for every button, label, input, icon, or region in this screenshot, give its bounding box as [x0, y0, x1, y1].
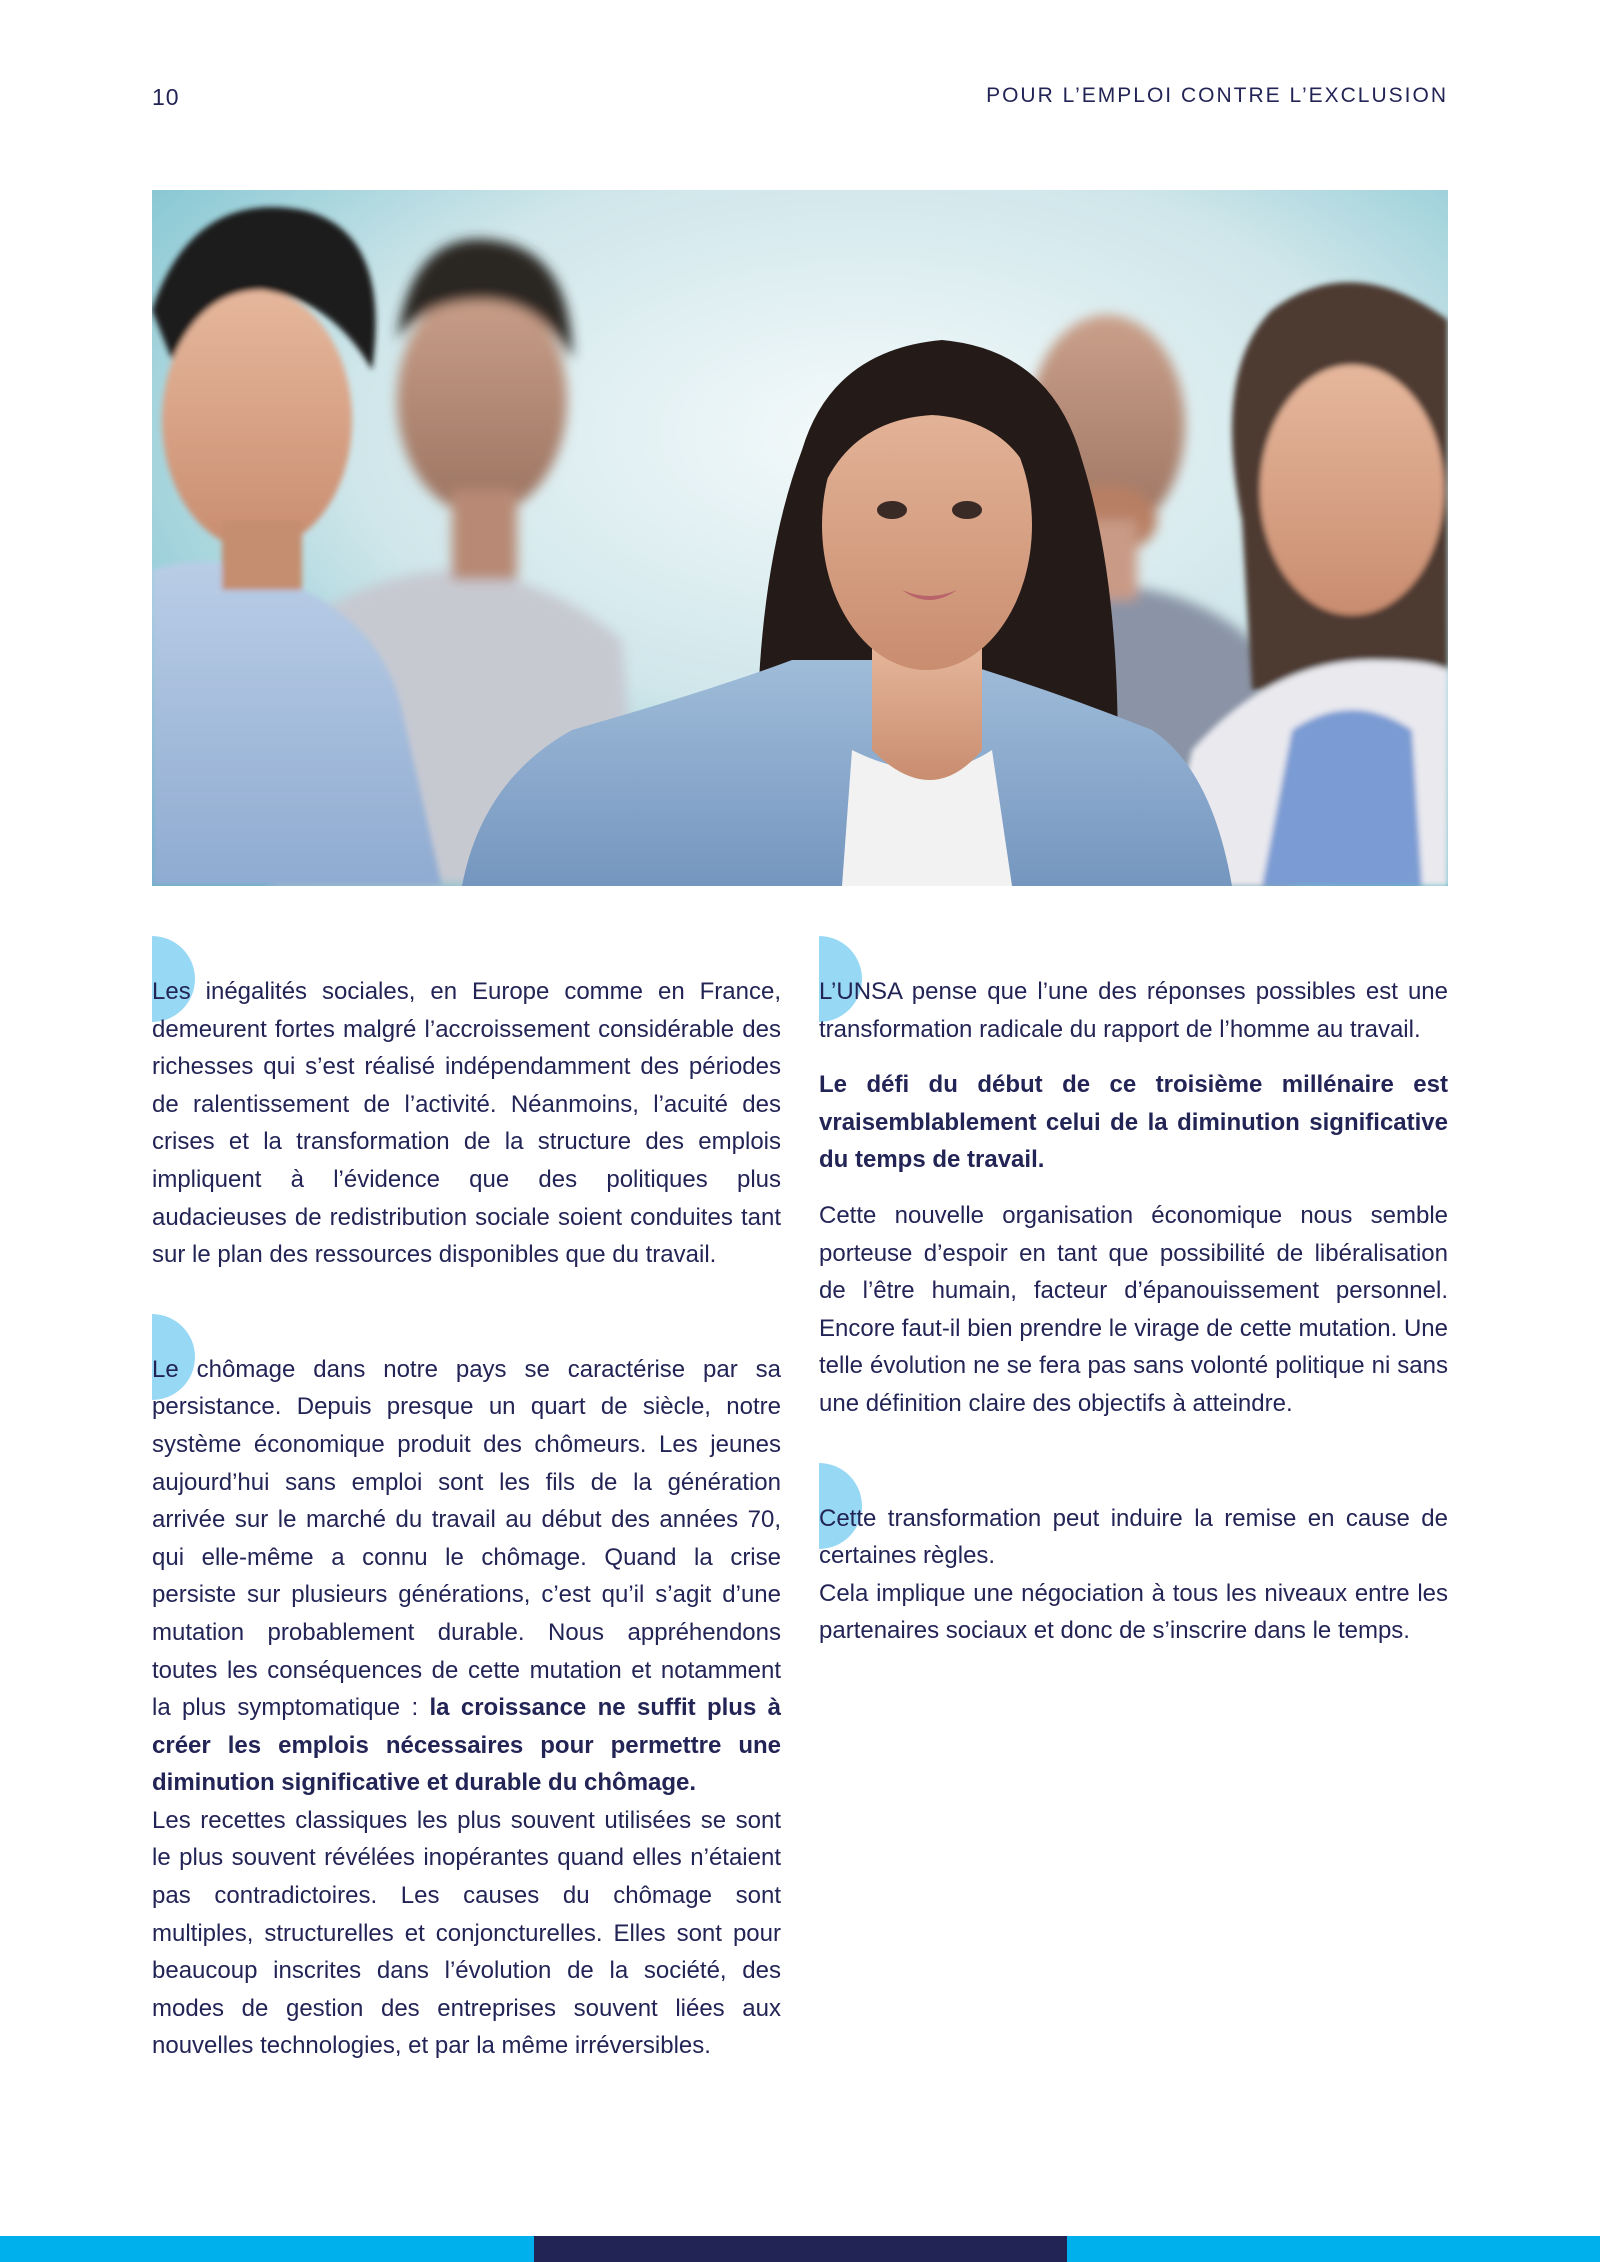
right-column: [819, 936, 1448, 1650]
intro-paragraph: Les inégalités sociales, en Europe comme en France, demeurent fortes malgré l’accroissement considérable des richesses qui s’est réalisé indépendamment des périodes de ralentissement de l’activité. Néanmoins, l’acuité des crises et la transformation de la structure des emplois impliquent à l’évidence que des politiques plus audacieuses de redistribution sociale soient conduites tant sur le plan des ressources disponibles que du travail.: [152, 978, 781, 1269]
challenge-paragraph: [819, 1066, 1448, 1179]
paragraph-block: [152, 1314, 781, 2065]
unemployment-paragraph-emphasis: la croissance ne suffit plus à créer les emplois nécessaires pour permettre une diminution significative et durable du chômage.: [152, 1694, 781, 1797]
paragraph-block: [819, 936, 1448, 1423]
paragraph-block: [152, 936, 781, 1274]
left-column: [152, 936, 781, 2065]
unsa-paragraph: L’UNSA pense que l’une des réponses possibles est une transformation radicale du rapport de l’homme au travail.: [819, 978, 1448, 1043]
organisation-paragraph: Cette nouvelle organisation économique nous semble porteuse d’espoir en tant que possibilité de libéralisation de l’être humain, facteur d’épanouissement personnel. Encore faut-il bien prendre le virage de cette mutation. Une telle évolution ne se fera pas sans volonté politique ni sans une définition claire des objectifs à atteindre.: [819, 1201, 1448, 1417]
unemployment-paragraph: [152, 1351, 781, 1802]
group-of-people-photo-icon: [152, 190, 1448, 886]
transformation-paragraph: Cette transformation peut induire la remise en cause de certaines règles.: [819, 1504, 1448, 1570]
team-photo: [152, 190, 1448, 886]
negotiation-paragraph: Cela implique une négociation à tous les niveaux entre les partenaires sociaux et donc de s’inscrire dans le temps.: [819, 1579, 1448, 1645]
challenge-emphasis: Le défi du début de ce troisième millénaire est vraisemblablement celui de la diminution significative du temps de travail.: [819, 1071, 1448, 1174]
causes-paragraph: Les recettes classiques les plus souvent utilisées se sont le plus souvent révélées inopérantes quand elles n’étaient pas contradictoires. Les causes du chômage sont multiples, structurelles et conjoncturelles. Elles sont pour beaucoup inscrites dans l’évolution de la société, des modes de gestion des entreprises souvent liées aux nouvelles technologies, et par la même irréversibles.: [152, 1806, 781, 2060]
running-header: POUR L’EMPLOI CONTRE L’EXCLUSION: [986, 84, 1448, 107]
unemployment-paragraph-text: Le chômage dans notre pays se caractérise par sa persistance. Depuis presque un quart de siècle, notre système économique produit des chômeurs. Les jeunes aujourd’hui sans emploi sont les fils de la génération arrivée sur le marché du travail au début des années 70, qui elle-même a connu le chômage. Quand la crise persiste sur plusieurs générations, c’est qu’il s’agit d’une mutation probablement durable. Nous appréhendons toutes les conséquences de cette mutation et notamment la plus symptomatique :: [152, 1355, 781, 1722]
page-number: 10: [152, 84, 180, 110]
footer-bar-center-segment: [534, 2236, 1067, 2262]
paragraph-block: [819, 1463, 1448, 1650]
footer-color-bar: [0, 2236, 1600, 2262]
